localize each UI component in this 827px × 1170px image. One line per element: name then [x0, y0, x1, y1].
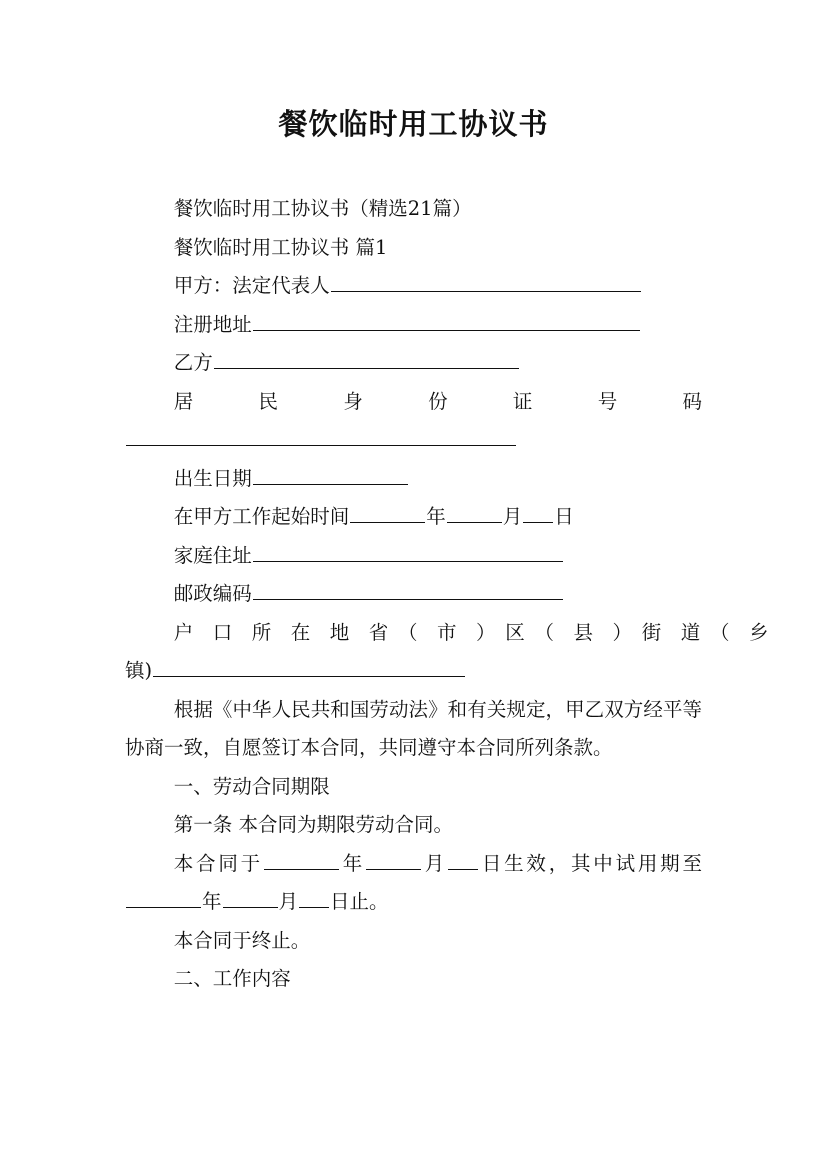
preamble-paragraph: 根据《中华人民共和国劳动法》和有关规定，甲乙双方经平等协商一致，自愿签订本合同，共同遵守本合同所列条款。: [125, 697, 702, 759]
document-body: [125, 190, 769, 999]
contract-term-paragraph: [125, 845, 702, 922]
article-one: 第一条 本合同为期限劳动合同。: [173, 813, 453, 836]
contract-term-prefix: 本合同于: [173, 851, 263, 875]
work-start-month-blank: [447, 503, 502, 523]
home-address-label: 家庭住址: [173, 543, 252, 567]
probation-year-blank: [126, 888, 201, 908]
home-address-blank: [253, 542, 563, 562]
effective-mid-text: 日生效，其中试用期至: [479, 851, 702, 875]
birth-date-blank: [253, 465, 408, 485]
household-line: 户 口 所 在 地 省 （ 市 ） 区 （ 县 ） 街 道 （ 乡: [173, 620, 769, 644]
household-cont-line: [125, 652, 702, 691]
work-start-year-blank: [350, 503, 425, 523]
birth-date-line: [125, 460, 702, 499]
household-blank: [153, 657, 465, 677]
section-heading: 餐饮临时用工协议书 篇1: [173, 235, 388, 259]
party-b-label: 乙方: [173, 351, 213, 374]
probation-end-suffix: 日止。: [330, 890, 389, 913]
household-cont-label: 镇): [125, 659, 153, 682]
document-title: 餐饮临时用工协议书: [278, 107, 549, 141]
termination-line: 本合同于终止。: [173, 928, 311, 952]
probation-month-blank: [223, 888, 278, 908]
probation-year-label: 年: [202, 890, 222, 913]
party-b-blank: [214, 349, 519, 369]
party-a-line: [125, 267, 702, 306]
work-start-month-label: 月: [502, 505, 523, 528]
section-one-heading: 一、劳动合同期限: [173, 774, 330, 798]
party-b-line: [125, 344, 702, 383]
section-two-heading: 二、工作内容: [173, 967, 291, 990]
work-start-label: 在甲方工作起始时间: [173, 505, 350, 528]
home-address-line: [125, 537, 702, 576]
postal-code-blank: [253, 580, 563, 600]
probation-day-blank: [299, 888, 329, 908]
id-number-line: 居 民 身 份 证 号 码: [173, 389, 702, 413]
effective-month-label: 月: [421, 851, 448, 875]
id-number-blank-line: [125, 421, 702, 460]
id-number-blank: [126, 426, 516, 446]
postal-code-line: [125, 575, 702, 614]
work-start-day-blank: [523, 503, 553, 523]
effective-month-blank: [366, 850, 421, 870]
work-start-year-label: 年: [426, 505, 446, 528]
subtitle: 餐饮临时用工协议书（精选21篇）: [173, 197, 472, 220]
probation-month-label: 月: [278, 890, 299, 913]
work-start-line: [125, 498, 702, 537]
postal-code-label: 邮政编码: [173, 582, 252, 605]
party-a-blank: [331, 272, 641, 292]
birth-date-label: 出生日期: [173, 466, 252, 490]
effective-day-blank: [448, 850, 478, 870]
work-start-day-label: 日: [554, 505, 574, 528]
registered-address-label: 注册地址: [173, 312, 252, 336]
effective-year-blank: [264, 850, 339, 870]
effective-year-label: 年: [339, 851, 365, 875]
registered-address-blank: [253, 311, 640, 331]
registered-address-line: [125, 306, 702, 345]
party-a-label: 甲方：法定代表人: [173, 274, 330, 297]
